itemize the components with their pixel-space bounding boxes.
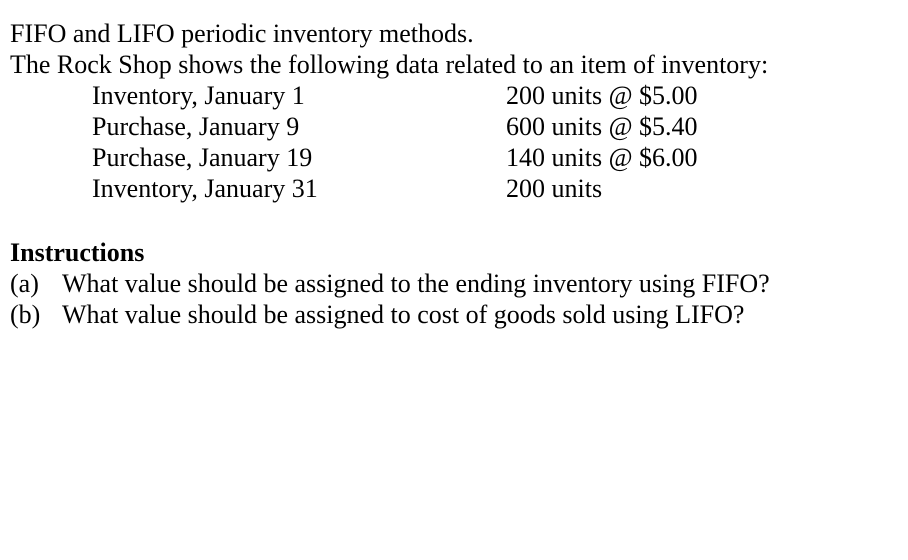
instructions-section: [10, 237, 900, 330]
instruction-letter: (a): [10, 269, 39, 298]
inventory-row-label: Purchase, January 19: [92, 143, 313, 172]
inventory-row-quantity: 600 units @ $5.40: [506, 112, 698, 141]
instructions-heading: Instructions: [10, 238, 145, 267]
instruction-text: What value should be assigned to the ending inventory using FIFO?: [62, 269, 770, 298]
inventory-row-label: Inventory, January 31: [92, 174, 318, 203]
instruction-item: [10, 299, 900, 330]
instruction-item: [10, 268, 900, 299]
inventory-row-label: Purchase, January 9: [92, 112, 300, 141]
instruction-text: What value should be assigned to cost of goods sold using LIFO?: [62, 300, 745, 329]
inventory-row-quantity: 200 units @ $5.00: [506, 81, 698, 110]
inventory-row: [10, 111, 900, 142]
inventory-row-quantity: 140 units @ $6.00: [506, 143, 698, 172]
inventory-row: [10, 173, 900, 204]
problem-document: [10, 18, 900, 330]
instruction-letter: (b): [10, 300, 41, 329]
inventory-data-table: [10, 80, 900, 204]
inventory-row-quantity: 200 units: [506, 174, 603, 203]
problem-intro: The Rock Shop shows the following data related to an item of inventory:: [10, 50, 769, 79]
inventory-row: [10, 142, 900, 173]
inventory-row: [10, 80, 900, 111]
inventory-row-label: Inventory, January 1: [92, 81, 305, 110]
problem-title: FIFO and LIFO periodic inventory methods.: [10, 19, 474, 48]
